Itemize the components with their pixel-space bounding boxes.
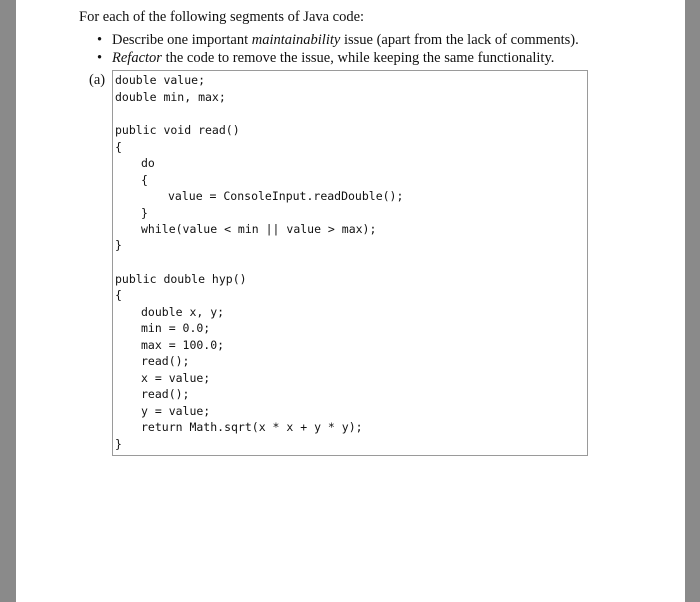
code-line: x = value; [141,371,211,385]
code-line: } [141,206,148,220]
code-line: y = value; [141,404,211,418]
instruction-item [95,31,579,49]
instruction-text: the code to remove the issue, while keeping the same functionality. [161,50,555,66]
code-line: max = 100.0; [141,338,225,352]
code-line: double value; [115,73,206,87]
code-line: while(value < min || value > max); [141,222,377,236]
instruction-list [95,31,579,67]
instruction-item [95,49,579,67]
code-line: public void read() [115,123,240,137]
code-line: } [115,238,122,252]
code-line: min = 0.0; [141,321,211,335]
code-line: value = ConsoleInput.readDouble(); [168,189,404,203]
code-line: public double hyp() [115,272,247,286]
bullet-icon: • [97,50,103,66]
code-line: do [141,156,155,170]
code-line: double min, max; [115,90,226,104]
code-line: { [141,173,148,187]
question-intro: For each of the following segments of Java code: [79,9,365,25]
instruction-emphasis: maintainability [251,32,341,48]
code-line: read(); [141,387,190,401]
code-line: return Math.sqrt(x * x + y * y); [141,420,363,434]
code-line: } [115,437,122,451]
instruction-text: issue (apart from the lack of comments). [340,32,579,48]
code-line: { [115,140,122,154]
bullet-icon: • [97,32,103,48]
code-line: read(); [141,354,190,368]
instruction-emphasis: Refactor [112,50,162,66]
part-label: (a) [89,72,106,88]
code-line: { [115,288,122,302]
code-line: double x, y; [141,305,225,319]
instruction-text: Describe one important [112,32,252,48]
